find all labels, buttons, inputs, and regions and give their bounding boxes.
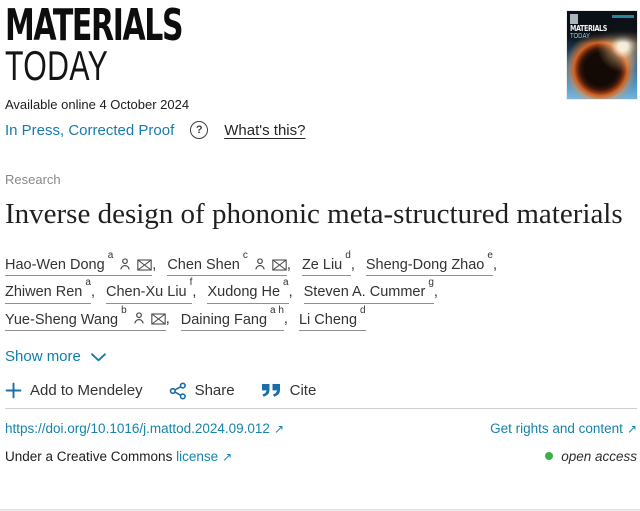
author-separator: , <box>492 256 497 273</box>
license-row <box>5 449 637 464</box>
author-profile-icon[interactable] <box>118 257 132 271</box>
author-link[interactable]: Steven A. Cummer$^g$ <box>304 283 434 303</box>
affiliation-superscript: g <box>428 277 434 289</box>
add-to-mendeley-button[interactable] <box>5 382 143 399</box>
license-link[interactable]: license ↗ <box>176 448 233 464</box>
author-link[interactable]: Daining Fang$^{a h}$ <box>181 311 284 331</box>
external-link-icon: ↗ <box>626 421 637 436</box>
add-to-mendeley-label: Add to Mendeley <box>30 382 143 400</box>
doi-rights-row <box>5 421 637 436</box>
author-link[interactable]: Li Cheng$^d$ <box>299 311 366 331</box>
author-separator: , <box>165 311 170 328</box>
in-press-status[interactable]: In Press, Corrected Proof <box>5 121 175 139</box>
cover-masthead-band <box>567 11 637 43</box>
affiliation-superscript: b <box>121 304 127 316</box>
cover-issue-text <box>612 15 634 18</box>
share-button[interactable] <box>169 382 235 400</box>
journal-logo-line2: TODAY <box>5 42 109 89</box>
cover-masthead-line2: TODAY <box>570 33 590 40</box>
external-link-icon: ↗ <box>273 421 285 436</box>
cover-masthead-line1: MATERIALS <box>570 24 607 33</box>
share-label: Share <box>194 382 235 400</box>
chevron-down-icon <box>91 353 106 362</box>
author-link[interactable]: Zhiwen Ren$^a$ <box>5 283 91 303</box>
action-bar <box>5 382 637 400</box>
affiliation-superscript: c <box>242 250 248 261</box>
author-list <box>5 250 585 338</box>
journal-cover-thumbnail[interactable] <box>567 11 637 99</box>
license-prefix: Under a Creative Commons <box>5 448 173 464</box>
cite-label: Cite <box>289 382 317 400</box>
author-profile-icon[interactable] <box>132 311 146 325</box>
author-profile-icon[interactable] <box>253 257 267 271</box>
author-separator: , <box>152 256 157 273</box>
plus-icon <box>5 382 22 399</box>
open-access-dot-icon <box>545 452 553 460</box>
affiliation-superscript: d <box>360 304 366 316</box>
cite-button[interactable] <box>261 382 317 399</box>
section-divider <box>5 408 637 409</box>
article-title: Inverse design of phononic meta-structured materials <box>5 198 623 230</box>
share-icon <box>169 382 187 400</box>
affiliation-superscript: f <box>189 277 193 289</box>
author-separator: , <box>192 284 197 301</box>
show-more-button[interactable] <box>5 348 637 365</box>
author-separator: , <box>433 284 438 301</box>
author-link[interactable]: Hao-Wen Dong$^a$ <box>5 256 152 276</box>
affiliation-superscript: a h <box>270 304 284 316</box>
cite-quote-icon <box>261 383 282 398</box>
status-row <box>5 121 637 139</box>
external-link-icon: ↗ <box>222 449 233 464</box>
author-link[interactable]: Chen-Xu Liu$^f$ <box>106 283 192 303</box>
email-envelope-icon[interactable] <box>137 259 152 271</box>
author-separator: , <box>350 256 355 273</box>
author-separator: , <box>283 311 288 328</box>
author-link[interactable]: Xudong He$^a$ <box>207 283 288 303</box>
show-more-label: Show more <box>5 347 81 365</box>
affiliation-superscript: a <box>85 277 91 289</box>
available-online-date: Available online 4 October 2024 <box>5 97 190 112</box>
open-access-badge <box>545 449 637 464</box>
cover-publisher-logo <box>570 14 578 24</box>
journal-logo[interactable] <box>5 0 637 89</box>
author-link[interactable]: Sheng-Dong Zhao$^e$ <box>366 256 493 276</box>
email-envelope-icon[interactable] <box>151 313 166 325</box>
affiliation-superscript: e <box>487 250 493 261</box>
help-question-icon[interactable]: ? <box>190 121 208 139</box>
email-envelope-icon[interactable] <box>272 259 287 271</box>
author-link[interactable]: Ze Liu$^d$ <box>302 256 351 276</box>
author-separator: , <box>286 256 291 273</box>
doi-link[interactable]: https://doi.org/10.1016/j.mattod.2024.09.012 ↗ <box>5 420 285 436</box>
journal-logo-line1: MATERIALS <box>5 0 183 51</box>
license-text <box>5 449 232 464</box>
author-link[interactable]: Yue-Sheng Wang$^b$ <box>5 311 166 331</box>
get-rights-link[interactable]: Get rights and content ↗ <box>490 420 637 436</box>
article-category: Research <box>5 172 61 187</box>
author-link[interactable]: Chen Shen$^c$ <box>167 256 287 276</box>
author-separator: , <box>288 284 293 301</box>
whats-this-link[interactable]: What's this? <box>224 121 306 139</box>
author-separator: , <box>90 284 95 301</box>
affiliation-superscript: d <box>345 250 351 261</box>
affiliation-superscript: a <box>107 250 114 261</box>
open-access-label: open access <box>561 448 637 464</box>
affiliation-superscript: a <box>283 277 289 289</box>
